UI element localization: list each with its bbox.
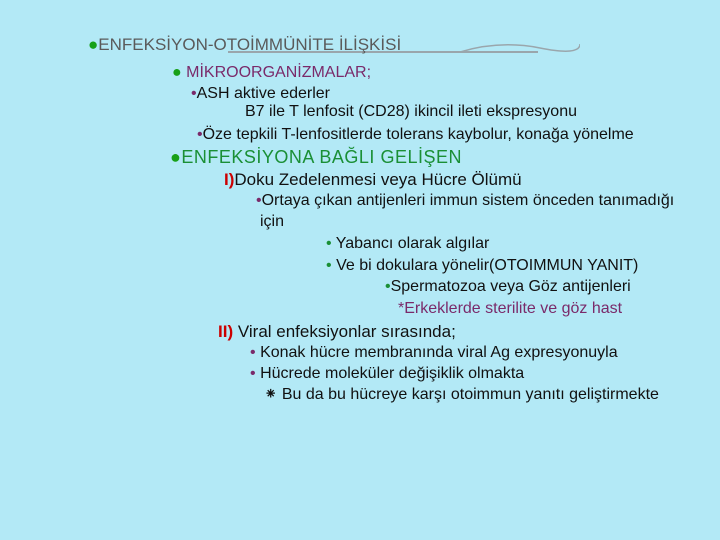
microorganisms-heading bbox=[172, 65, 371, 81]
list-item-text: Hücrede moleküler değişiklik olmakta bbox=[260, 365, 525, 382]
list-item-text: Spermatozoa veya Göz antijenleri bbox=[390, 278, 631, 295]
list-item-text: Ortaya çıkan antijenleri immun sistem önceden tanımadığı bbox=[261, 192, 675, 209]
bullet: • bbox=[326, 257, 332, 274]
asterisk-bullet: ⁕ bbox=[264, 386, 278, 403]
bullet: • bbox=[191, 85, 197, 102]
bullet: • bbox=[256, 192, 262, 209]
bullet: ● bbox=[172, 64, 182, 81]
list-item-text: Yabancı olarak algılar bbox=[335, 235, 490, 252]
list-item-text: Öze tepkili T-lenfositlerde tolerans kaybolur, konağa yönelme bbox=[202, 126, 634, 143]
infection-heading bbox=[170, 148, 462, 166]
microorganisms-heading-text: MİKROORGANİZMALAR; bbox=[186, 64, 372, 81]
bullet: • bbox=[250, 344, 256, 361]
bullet: • bbox=[250, 365, 256, 382]
list-item bbox=[256, 193, 674, 209]
section-two-heading bbox=[218, 323, 456, 340]
list-item-text: Bu da bu hücreye karşı otoimmun yanıtı geliştirmekte bbox=[281, 386, 659, 403]
list-item-text: için bbox=[260, 213, 285, 230]
list-item bbox=[385, 279, 631, 295]
title-swoosh-decoration bbox=[460, 38, 580, 58]
section-one-heading bbox=[224, 171, 522, 188]
list-item bbox=[264, 387, 659, 403]
title-bullet: ● bbox=[88, 35, 99, 54]
section-two-text: Viral enfeksiyonlar sırasında; bbox=[237, 322, 456, 341]
list-item-text: Ve bi dokulara yönelir(OTOIMMUN YANIT) bbox=[336, 257, 639, 274]
list-item bbox=[250, 366, 524, 382]
note-text bbox=[398, 301, 622, 317]
list-item-text: Konak hücre membranında viral Ag expresyonuyla bbox=[260, 344, 618, 361]
list-item bbox=[326, 236, 489, 252]
section-number: II) bbox=[218, 322, 234, 341]
bullet: • bbox=[326, 235, 332, 252]
list-item-continuation bbox=[260, 214, 284, 230]
list-item bbox=[197, 127, 634, 143]
bullet: • bbox=[197, 126, 203, 143]
list-item bbox=[191, 86, 330, 102]
bullet: ● bbox=[170, 147, 182, 167]
bullet: • bbox=[385, 278, 391, 295]
infection-heading-text: ENFEKSİYONA BAĞLI GELİŞEN bbox=[181, 147, 462, 167]
list-item bbox=[326, 258, 638, 274]
slide-title-text: ENFEKSİYON-OTOİMMÜNİTE İLİŞKİSİ bbox=[98, 35, 402, 54]
note-text-content: *Erkeklerde sterilite ve göz hast bbox=[398, 300, 623, 317]
section-one-text: Doku Zedelenmesi veya Hücre Ölümü bbox=[234, 170, 522, 189]
list-item bbox=[250, 345, 618, 361]
slide-title bbox=[88, 36, 401, 53]
list-item-text: ASH aktive ederler bbox=[196, 85, 330, 102]
section-number: I) bbox=[224, 170, 235, 189]
list-item bbox=[245, 104, 577, 120]
list-item-text: B7 ile T lenfosit (CD28) ikincil ileti ekspresyonu bbox=[245, 103, 577, 120]
